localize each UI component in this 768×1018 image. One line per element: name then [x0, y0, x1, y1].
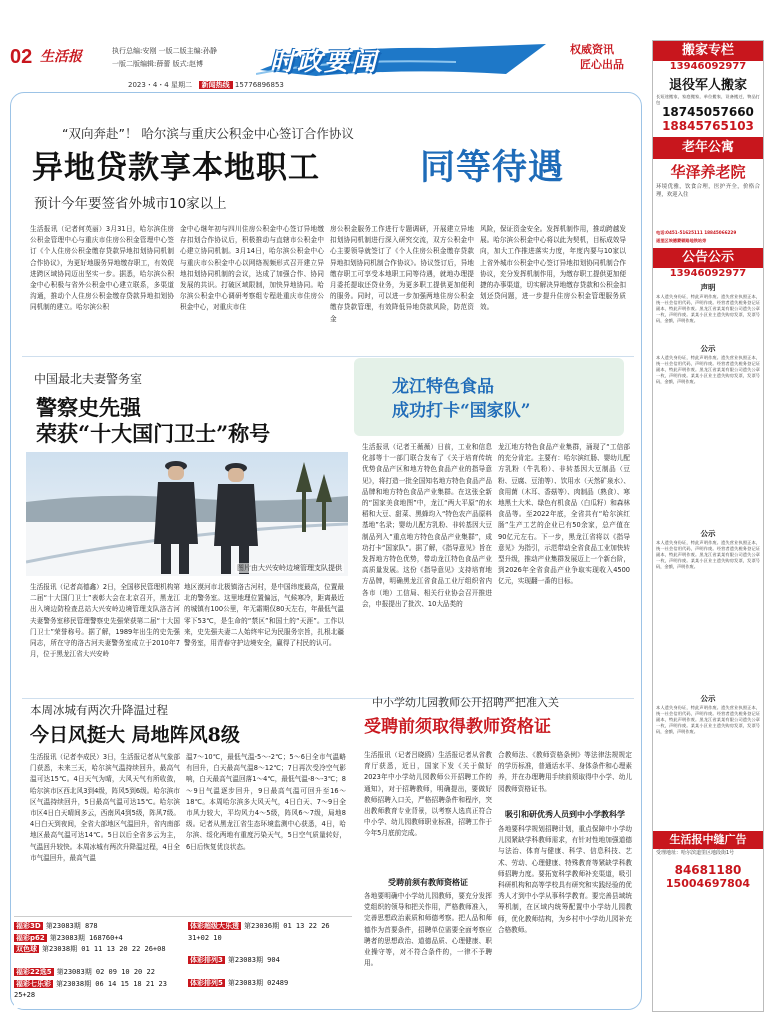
ad-moving-phone-1: 18745057660 [662, 105, 754, 119]
notice-body: 本人遗失身份证，特此声明作废。遗失营业执照正本，统一社会信用代码，声明作废。经营者遗失税务登记证副本，特此声明作废。黑龙江省某某有限公司遗失公章一枚，声明作废。某某小区业主遗失购房发票，发票号码，金额，声明作废。 [656, 705, 760, 734]
sidebar-header-notices: 公告公示 [653, 248, 763, 268]
sidebar-footer-desc: 受理地址：哈尔滨道里区地段街1号 [656, 850, 735, 856]
lottery-row [188, 955, 350, 978]
notice-list [653, 279, 763, 829]
editor-info [112, 45, 217, 71]
lottery-sports-column [188, 921, 350, 1001]
lottery-row [14, 944, 182, 967]
teacher-col2-text-b: 各地要科学规划招聘计划，重点保障中小学幼儿园紧缺学科教师需求，有针对性地加强道德与法治、体育与健康、科学、信息科技、艺术、劳动、心理健康、特殊教育等紧缺学科教师招聘力度。要拓宽科学教师补充渠道，吸引科研机构和高等学校具有研究和实践经验的优秀人才到中小学从事科学教育。要完善县域统筹机制，在区域内统筹配置中小学幼儿园教师，优化教师结构，为乡村中小学幼儿园补充合格教师。 [498, 825, 632, 934]
lottery-row [188, 921, 350, 955]
lead-kicker: “双向奔赴”！ 哈尔滨与重庆公积金中心签订合作协议 [62, 126, 354, 141]
editor-line-1: 执行总编:安刚 一版二版主编:孙静 [112, 47, 217, 55]
sidebar-footer-title: 生活报中缝广告 [653, 831, 763, 849]
lead-column-1: 生活报讯（记者何英丽）3月31日，哈尔滨住房公积金管理中心与重庆市住房公积金管理中心签订《个人住房公积金缴存贷款异地扣划协同机制合作协议》，为更好地服务异地缴存职工，有效促进跨区域协同迈出坚实一步。据悉，哈尔滨公积金中心积极与省外公积金中心建立联系，多渠道沟通，推动个人住房公积金缴存贷款异地扣划协同机制的建立。哈尔滨公积 [30, 225, 174, 312]
police-column-1: 生活报讯（记者高德鑫）2日，全国移民管理机构第二届“十大国门卫士”表彰大会在北京召开，黑龙江出入境边防检查总站大兴安岭边境管理支队洛古河夫妻警务室移民管理警察史先强荣获第二届“十大国门卫士”荣誉称号。据了解，1989年出生的史先强同志，所在守的洛古河夫妻警务室成立于2010年7月，位于黑龙江省大兴安岭 [30, 583, 180, 659]
police-title-line-1: 警察史先强 [36, 395, 141, 420]
police-photo [26, 452, 348, 576]
food-title-line-1: 龙江特色食品 [392, 377, 494, 397]
police-title-line-2: 荣获“十大国门卫士”称号 [36, 421, 271, 446]
weather-column-2: 温7～10℃，最低气温-5～-2℃；5～6日全市气温略有回升，白天最高气温8～12℃；7日再次受冷空气影响，白天最高气温回落1～4℃，最低气温-8～-3℃；8～9日气温逐步回升，9日最高气温可回升至16～18℃。本周哈尔滨多大风天气，4日白天、7～9日全市风力较大，平均风力4～5级，阵风6～7级，局地8级。记者从黑龙江省生态环境监测中心获悉，4日，哈尔滨、绥化两地有重度污染天气，5日空气质量转好，6日后恢复优良状态。 [186, 753, 346, 851]
lead-title: 异地贷款享本地职工 [32, 150, 320, 186]
page-number: 02 [10, 46, 33, 68]
ad-moving-title: 退役军人搬家 [668, 78, 747, 93]
lead-title-highlight: 同等待遇 [420, 147, 565, 188]
police-kicker: 中国最北夫妻警务室 [34, 372, 143, 386]
police-column-2: 地区漠河市北极镇洛古河村，是中国纬度最高，位置最北的警务室。这里地理位置偏远，气候寒冷，距离最近的城镇有100公里，年无霜期仅80天左右，年最低气温零下53℃，是生命的“禁区”和国土的“天涯”。工作以来，史先强夫妻二人始终牢记为民服务宗旨，扎根北疆警务室，用青春守护边境安全，赢得了村民的认可。 [184, 583, 344, 648]
teacher-subhead-2: 吸引和研优秀人员到中小学教科学 [505, 810, 625, 819]
sidebar-phone-1: 13946092977 [669, 61, 747, 72]
lead-column-4: 风险，保证资金安全。发挥机制作用，推动跨越发展。哈尔滨公积金中心将以此为契机，目标成效导向，加大工作推进落实力度，年度内要与10家以上省外城市公积金中心签订异地扣划协同机制合作协议，充分发挥机制作用，为缴存职工提供更加便捷的办事渠道，切实解决异地缴存贷款和公积金扣划还贷问题，进一步提升住房公积金管理服务质效。 [480, 225, 626, 312]
section-banner [256, 40, 552, 80]
notice-heading: 公示 [700, 344, 716, 353]
lottery-row [14, 921, 182, 933]
lottery-row [14, 979, 182, 1002]
teacher-subhead-1: 受聘前须有教师资格证 [388, 878, 468, 887]
teacher-column-1 [364, 750, 492, 1006]
ad-elderly-title: 华泽养老院 [670, 163, 746, 181]
ad-elderly-address: 道里区埃德蒙顿路地铁站旁 [656, 238, 707, 243]
lottery-result: 第23036期 01 13 22 26 31+02 10 [188, 922, 330, 942]
lottery-result: 第23083期 02489 [227, 979, 289, 987]
editor-line-2: 一版二版编辑:薛蕾 版式:赵博 [112, 60, 203, 68]
ad-moving-desc: 长短途搬家，家庭搬家，单位搬家，设备搬迁，物品打包 [656, 94, 760, 105]
section-title: 时政要闻 [270, 47, 379, 76]
lead-subtitle: 预计今年要签省外城市10家以上 [34, 196, 227, 212]
ad-elderly-phone: 电话:0451-51625111 18845066229 [656, 230, 737, 235]
lottery-label: 体彩超级大乐透 [190, 922, 239, 930]
date-hotline-bar [128, 79, 360, 91]
sidebar-footer-phone-2: 15004697804 [665, 877, 751, 890]
lead-column-3: 房公积金服务工作进行专题调研，开展建立异地扣划协同机制进行深入研究交流，双方公积金中心主要领导就签订了《个人住房公积金缴存贷款异地扣划协同机制合作协议》。协议签订后，异地缴存职工可享受本地职工同等待遇，就地办理提月委托提取还贷业务，为更多职工提供更加便利的服务。同时，可以进一步加强两地住房公积金缴存贷款管理，有效降低异地贷款风险，防范资金 [330, 225, 474, 323]
lottery-result: 第23083期 02 09 10 20 22 [56, 968, 155, 976]
teacher-column-2 [498, 750, 632, 1006]
sidebar-header-elderly: 老年公寓 [653, 137, 763, 159]
lottery-result: 第23038期 01 11 13 20 22 26+08 [42, 945, 166, 953]
lottery-result: 第23038期 06 14 15 18 21 23 25+28 [14, 979, 167, 999]
lottery-label: 体彩排列5 [190, 979, 223, 987]
teacher-col1-text-b: 各地要明确中小学幼儿园教师，要充分发挥党组织的领导和把关作用，严格教师准入，完善思想政治素质和师德考察。把人品和师德作为首要条件，招聘单位需要全面考察应聘者的思想政治、道德品质、心理健康、职业操守等，对不符合条件的，一律不予聘用。 [364, 892, 492, 968]
lottery-row [188, 978, 350, 1001]
weather-title: 今日风挺大 局地阵风8级 [30, 724, 240, 746]
sidebar-footer-phone-1: 84681180 [674, 863, 742, 877]
lottery-result: 第23083期 878 [45, 922, 98, 930]
food-column-2: 龙江地方特色食品产业集群，涌现了“工信部的充分肯定。主要有：哈尔滨红肠、婴幼儿配方乳粉（牛乳粉）、非转基因大豆制品（豆粉、豆腐、豆油等）、饮用水（天然矿泉水）、食用菌（木耳、香菇等）、肉制品（熟食）、寒地黑土大米、绿色有机食品（白瓜籽）和森林食品等。至2022年底，全省共有“哈尔滨红肠”生产工艺的企业已有50余家，总产值在90亿元左右。下一步，黑龙江省将以《指导意见》为指引，示范带动全省食品工业加快转型升级，推动产业集群发展迈上一个新台阶，到2026年全省食品产业争取实现收入4500亿元，实现翻一番的目标。 [498, 443, 630, 586]
notice-heading: 公示 [700, 529, 716, 538]
notice-body: 本人遗失身份证，特此声明作废。遗失营业执照正本，统一社会信用代码，声明作废。经营者遗失税务登记证副本，特此声明作废。黑龙江省某某有限公司遗失公章一枚，声明作废。某某小区业主遗失购房发票，发票号码，金额，声明作废。 [656, 355, 760, 384]
food-column-1: 生活报讯（记者王薇薇）日前，工业和信息化部等十一部门联合发布了《关于培育传统优势食品产区和地方特色食品产业的指导意见》，将打造一批全国知名地方特色食品产品品牌和地方特色食品产业集群。在这张全新的“国家美食地图”中，龙江“两大平原”的水稻和大豆、甜菜、黑蜂均入“特色农产品原料基地”名录；婴幼儿配方乳粉、非转基因大豆制品列入“重点地方特色食品产业集群”，成功打卡“国家队”。据了解，《指导意见》旨在发挥地方特色优势，带动龙江特色食品产业高质量发展。这份《指导意见》支持培育地方品牌，明确黑龙江省食品工业厅组织省内各市（地）工信局、相关行业协会召开推进会，申报提出了批次、10大品类的 [362, 443, 492, 608]
notice-heading: 公示 [700, 694, 716, 703]
lottery-label: 福彩七乐彩 [16, 979, 51, 988]
divider [22, 356, 634, 357]
issue-date: 2023・4・4 星期二 [128, 81, 192, 89]
classified-sidebar [652, 40, 764, 1012]
notice-body: 本人遗失身份证，特此声明作废。遗失营业执照正本，统一社会信用代码，声明作废。经营者遗失税务登记证副本，特此声明作废。黑龙江省某某有限公司遗失公章一枚，声明作废。某某小区业主遗失购房发票，发票号码，金额，声明作废。 [656, 540, 760, 569]
ad-elderly-desc: 环境优雅，饮食合理，医护齐全，价格合理，欢迎入住 [656, 184, 760, 198]
lottery-result: 第23083期 904 [227, 956, 280, 964]
hotline-label: 新闻热线 [199, 81, 233, 89]
lead-column-2: 金中心继年初与四川住房公积金中心签订异地缴存扣划合作协议后，积极推动与直辖市公积金中心建立协同机制。3月14日，哈尔滨公积金中心与重庆市公积金中心以网络视频形式召开建立异地扣划协同机制的会议，达成了加强合作、协同发展的共识。打破区域限制，加快异地协同。哈尔滨公积金中心调研考察组专程赴重庆市住房公积金中心，对重庆市住 [180, 225, 324, 312]
weather-kicker: 本周冰城有两次升降温过程 [30, 703, 168, 717]
lottery-label: 福彩3D [16, 922, 41, 930]
notice-body: 本人遗失身份证，特此声明作废。遗失营业执照正本，统一社会信用代码，声明作废。经营者遗失税务登记证副本，特此声明作废。黑龙江省某某有限公司遗失公章一枚，声明作废。某某小区业主遗失购房发票，发票号码，金额，声明作废。 [656, 294, 760, 323]
police-photo-illustration [26, 452, 348, 576]
lottery-label: 福彩p62 [16, 933, 45, 942]
teacher-title: 受聘前须取得教师资格证 [364, 717, 551, 737]
ad-moving-phone-2: 18845765103 [662, 119, 754, 133]
lottery-label: 双色球 [16, 945, 37, 953]
lottery-label: 福彩22选5 [16, 968, 52, 976]
lottery-welfare-column [14, 921, 182, 1002]
lottery-row [14, 967, 182, 979]
food-title-line-2: 成功打卡“国家队” [392, 401, 531, 421]
teacher-col1-text: 生活报讯（记者吕晓鸥）生活报记者从省教育厅获悉，近日，国家下发《关于做好2023年中小学幼儿园教师公开招聘工作的通知》，对于招聘教师，明确提出，要做好教师招聘入口关，严格招聘条件和程序，突出教师教育专业背景，以考察人选真正符合中小学、幼儿园教师职业标准，招聘工作于今年5月底前完成。 [364, 751, 492, 838]
hotline-number: 15776896853 [234, 81, 284, 89]
teacher-kicker: 中小学幼儿园教师公开招聘严把准入关 [372, 696, 559, 709]
teacher-col2-text: 合教师法、《教师资格条例》等法律法规规定的学历标准，普通话水平、身体条件和心理素养，并在办理聘用手续前须取得中小学、幼儿园教师资格证书。 [498, 751, 632, 793]
slogan [570, 42, 624, 72]
lottery-label: 体彩排列3 [190, 956, 223, 964]
notice-heading: 声明 [700, 283, 716, 292]
slogan-line-1: 权威资讯 [570, 43, 614, 56]
lottery-row [14, 933, 182, 945]
sidebar-phone-3: 13946092977 [669, 268, 747, 279]
sidebar-header-moving: 搬家专栏 [653, 41, 763, 61]
lottery-results [14, 916, 352, 1008]
photo-caption: 图片由大兴安岭边境管理支队提供 [237, 564, 342, 572]
slogan-line-2: 匠心出品 [580, 58, 624, 71]
paper-name: 生活报 [40, 49, 82, 65]
lottery-result: 第23083期 168760+4 [49, 933, 123, 942]
weather-column-1: 生活报讯（记者李成民）3日，生活报记者从气象部门获悉，未来三天，哈尔滨气温持续回升，最高气温可达15℃。4日天气为晴，大风天气有所收敛，哈尔滨市区西北风3到4级，阵风5到6级。哈尔滨市区气温持续回升，5日最高气温可达15℃。哈尔滨市区4日白天晴间多云，西南风4到5级，阵风7级。4日白天到夜间，全省大部地区气温回升，省内南部地区最高气温可达14℃。5日以后全省多云为主，气温回升较快。本周冰城有两次升降温过程，4日全市气温回升，最高气温 [30, 753, 180, 862]
